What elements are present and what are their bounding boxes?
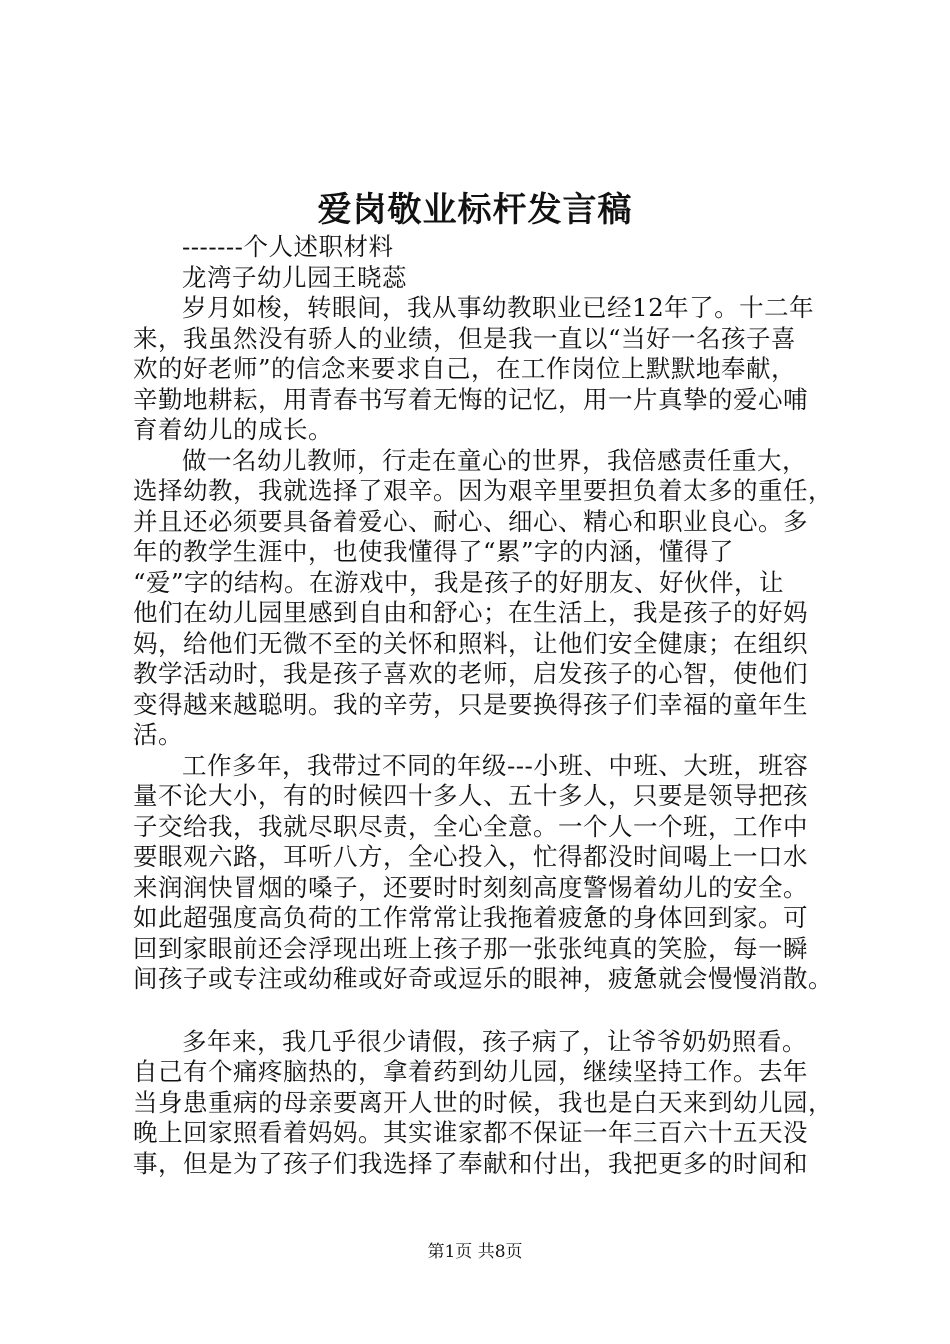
page-number: 第1页 共8页 xyxy=(427,1242,523,1262)
text-line: 龙湾子幼儿园王晓蕊 xyxy=(182,262,407,292)
text-line: 间孩子或专注或幼稚或好奇或逗乐的眼神，疲惫就会慢慢消散。 xyxy=(133,964,833,993)
text-line: 量不论大小，有的时候四十多人、五十多人，只要是领导把孩 xyxy=(133,781,808,810)
text-line: 并且还必须要具备着爱心、耐心、细心、精心和职业良心。多 xyxy=(133,506,808,536)
text-line: 来润润快冒烟的嗓子，还要时时刻刻高度警惕着幼儿的安全。 xyxy=(133,872,808,902)
text-line: 欢的好老师”的信念来要求自己，在工作岗位上默默地奉献， xyxy=(133,354,797,383)
document-title: 爱岗敬业标杆发言稿 xyxy=(317,190,633,230)
text-line: 妈，给他们无微不至的关怀和照料，让他们安全健康；在组织 xyxy=(133,628,808,658)
text-line: 活。 xyxy=(133,720,183,749)
text-line: 工作多年，我带过不同的年级---小班、中班、大班，班容 xyxy=(182,750,809,780)
text-line: 晚上回家照看着妈妈。其实谁家都不保证一年三百六十五天没 xyxy=(133,1118,808,1147)
text-line: 多年来，我几乎很少请假，孩子病了，让爷爷奶奶照看。 xyxy=(182,1026,807,1056)
text-line: 子交给我，我就尽职尽责，全心全意。一个人一个班，工作中 xyxy=(133,811,808,841)
paragraph-gap xyxy=(133,995,823,1027)
document-body xyxy=(133,232,833,1179)
text-line: 做一名幼儿教师，行走在童心的世界，我倍感责任重大， xyxy=(182,445,807,475)
text-line: “爱”字的结构。在游戏中，我是孩子的好朋友、好伙伴，让 xyxy=(133,567,785,597)
text-line: 他们在幼儿园里感到自由和舒心；在生活上，我是孩子的好妈 xyxy=(133,598,808,627)
text-line: 回到家眼前还会浮现出班上孩子那一张张纯真的笑脸，每一瞬 xyxy=(133,933,808,963)
text-line: 事，但是为了孩子们我选择了奉献和付出，我把更多的时间和 xyxy=(133,1148,808,1178)
text-line: 辛勤地耕耘，用青春书写着无悔的记忆，用一片真挚的爱心哺 xyxy=(133,384,808,414)
text-line: 自己有个痛疼脑热的，拿着药到幼儿园，继续坚持工作。去年 xyxy=(133,1057,808,1086)
text-line: -------个人述职材料 xyxy=(182,232,394,261)
text-line: 育着幼儿的成长。 xyxy=(133,415,333,444)
text-line: 变得越来越聪明。我的辛劳，只是要换得孩子们幸福的童年生 xyxy=(133,689,808,719)
text-line: 如此超强度高负荷的工作常常让我拖着疲惫的身体回到家。可 xyxy=(133,903,808,932)
text-line: 年的教学生涯中，也使我懂得了“累”字的内涵，懂得了 xyxy=(133,537,735,566)
text-line: 岁月如梭，转眼间，我从事幼教职业已经12年了。十二年 xyxy=(182,293,815,322)
text-line: 教学活动时，我是孩子喜欢的老师，启发孩子的心智，使他们 xyxy=(133,659,808,688)
text-line: 来，我虽然没有骄人的业绩，但是我一直以“当好一名孩子喜 xyxy=(133,323,797,353)
text-line: 选择幼教，我就选择了艰辛。因为艰辛里要担负着太多的重任， xyxy=(133,476,833,505)
text-line: 要眼观六路，耳听八方，全心投入，忙得都没时间喝上一口水 xyxy=(133,842,808,871)
text-line: 当身患重病的母亲要离开人世的时候，我也是白天来到幼儿园， xyxy=(133,1087,833,1117)
